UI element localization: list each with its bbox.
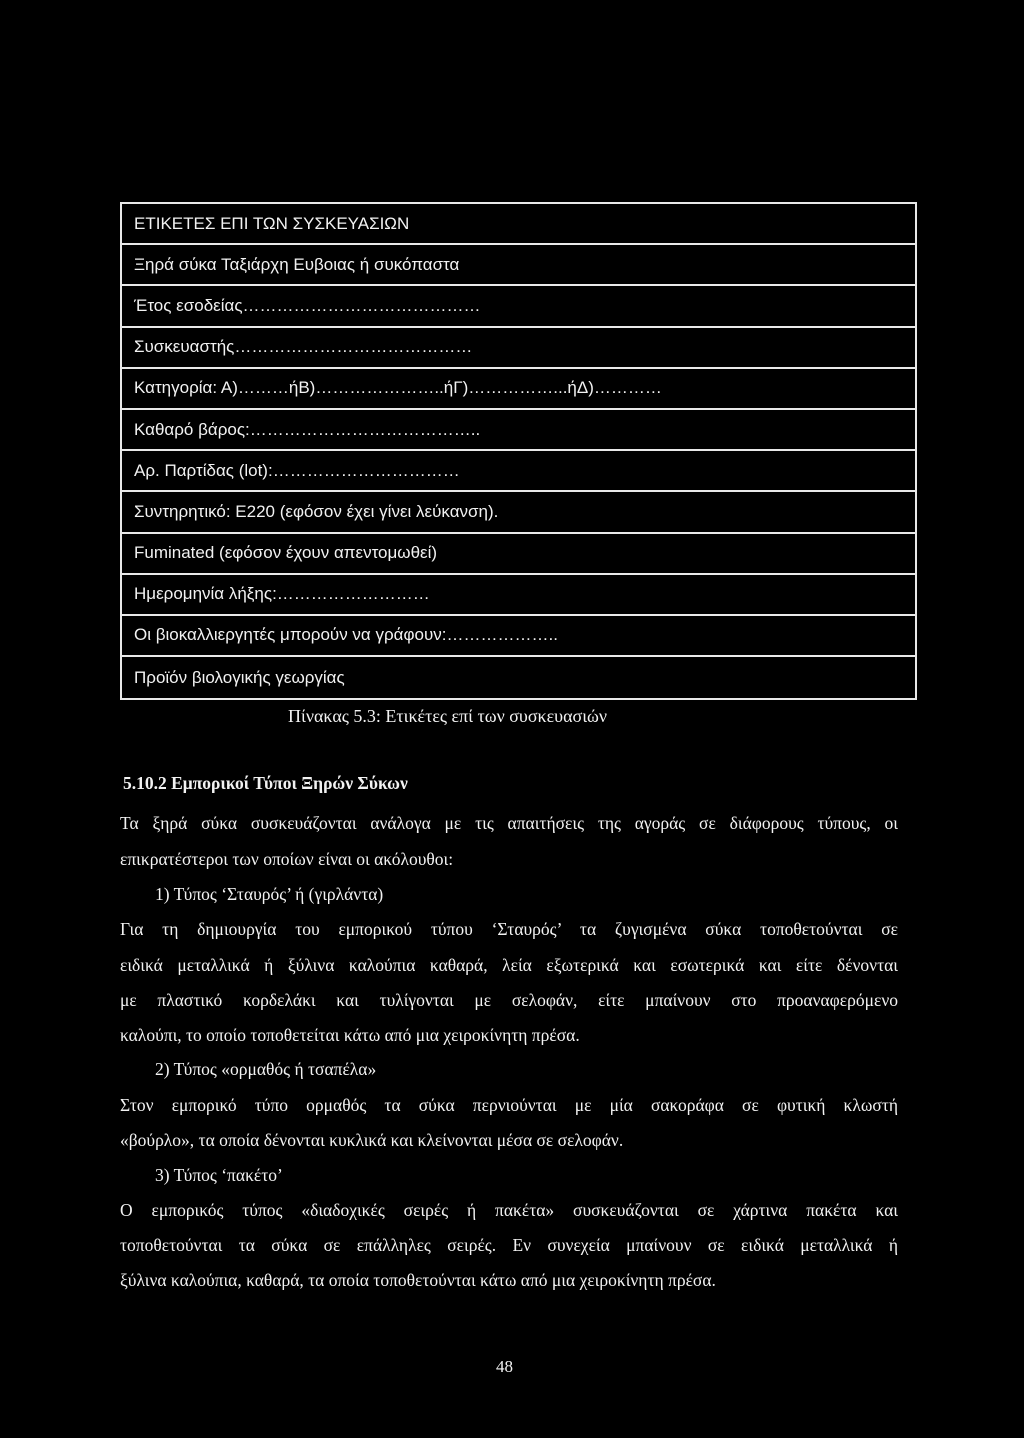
label-row-harvest-year: Έτος εσοδείας…………………………………… xyxy=(122,286,915,327)
label-row-header: ΕΤΙΚΕΤΕΣ ΕΠΙ ΤΩΝ ΣΥΣΚΕΥΑΣΙΩΝ xyxy=(122,204,915,245)
paragraph-line: ειδικά μεταλλικά ή ξύλινα καλούπια καθαρά, λεία εξωτερικά και εσωτερικά και είτε δένονται xyxy=(120,955,898,975)
paragraph-line: ξύλινα καλούπια, καθαρά, τα οποία τοποθετούνται κάτω από μια χειροκίνητη πρέσα. xyxy=(120,1270,716,1290)
paragraph-line: με πλαστικό κορδελάκι και τυλίγονται με σελοφάν, είτε μπαίνουν στο προαναφερόμενο xyxy=(120,990,898,1010)
list-heading-type-1: 1) Τύπος ‘Σταυρός’ ή (γιρλάντα) xyxy=(155,884,384,904)
list-heading-type-2: 2) Τύπος «ορμαθός ή τσαπέλα» xyxy=(155,1059,377,1079)
paragraph-line: καλούπι, το οποίο τοποθετείται κάτω από μια χειροκίνητη πρέσα. xyxy=(120,1025,580,1045)
label-row-organic-growers: Οι βιοκαλλιεργητές μπορούν να γράφουν:……………….. xyxy=(122,616,915,657)
paragraph-line: Για τη δημιουργία του εμπορικού τύπου ‘Σταυρός’ τα ζυγισμένα σύκα τοποθετούνται σε xyxy=(120,919,898,939)
label-row-category: Κατηγορία: Α)………ήΒ)…………………..ήΓ)……………...ήΔ)………… xyxy=(122,369,915,410)
paragraph-line: «βούρλο», τα οποία δένονται κυκλικά και κλείνονται μέσα σε σελοφάν. xyxy=(120,1130,624,1150)
label-row-organic-product: Προϊόν βιολογικής γεωργίας xyxy=(134,667,345,687)
paragraph-line: Τα ξηρά σύκα συσκευάζονται ανάλογα με τις απαιτήσεις της αγοράς σε διάφορους τύπους, οι xyxy=(120,813,898,833)
packaging-label-table xyxy=(120,202,917,700)
paragraph-line: τοποθετούνται τα σύκα σε επάλληλες σειρές. Εν συνεχεία μπαίνουν σε ειδικά μεταλλικά ή xyxy=(120,1235,898,1255)
label-row-packer: Συσκευαστής…………………………………… xyxy=(122,328,915,369)
paragraph-line: επικρατέστεροι των οποίων είναι οι ακόλουθοι: xyxy=(120,849,454,869)
list-heading-type-3: 3) Τύπος ‘πακέτο’ xyxy=(155,1165,283,1185)
label-row-product: Ξηρά σύκα Ταξιάρχη Ευβοιας ή συκόπαστα xyxy=(122,245,915,286)
table-caption: Πίνακας 5.3: Ετικέτες επί των συσκευασιών xyxy=(288,706,608,726)
label-row-expiry-date: Ημερομηνία λήξης:……………………… xyxy=(122,575,915,616)
label-row-lot-number: Αρ. Παρτίδας (lot):…………………………… xyxy=(122,451,915,492)
label-row-net-weight: Καθαρό βάρος:………………………………….. xyxy=(122,410,915,451)
label-row-fuminated: Fuminated (εφόσον έχουν απεντομωθεί) xyxy=(122,534,915,575)
paragraph-line: Ο εμπορικός τύπος «διαδοχικές σειρές ή πακέτα» συσκευάζονται σε χάρτινα πακέτα και xyxy=(120,1200,898,1220)
page-number: 48 xyxy=(496,1357,513,1376)
label-row-preservative: Συντηρητικό: Ε220 (εφόσον έχει γίνει λεύκανση). xyxy=(122,492,915,533)
paragraph-line: Στον εμπορικό τύπο ορμαθός τα σύκα περνιούνται με μία σακοράφα σε φυτική κλωστή xyxy=(120,1095,898,1115)
section-title: 5.10.2 Εμπορικοί Τύποι Ξηρών Σύκων xyxy=(123,773,408,793)
